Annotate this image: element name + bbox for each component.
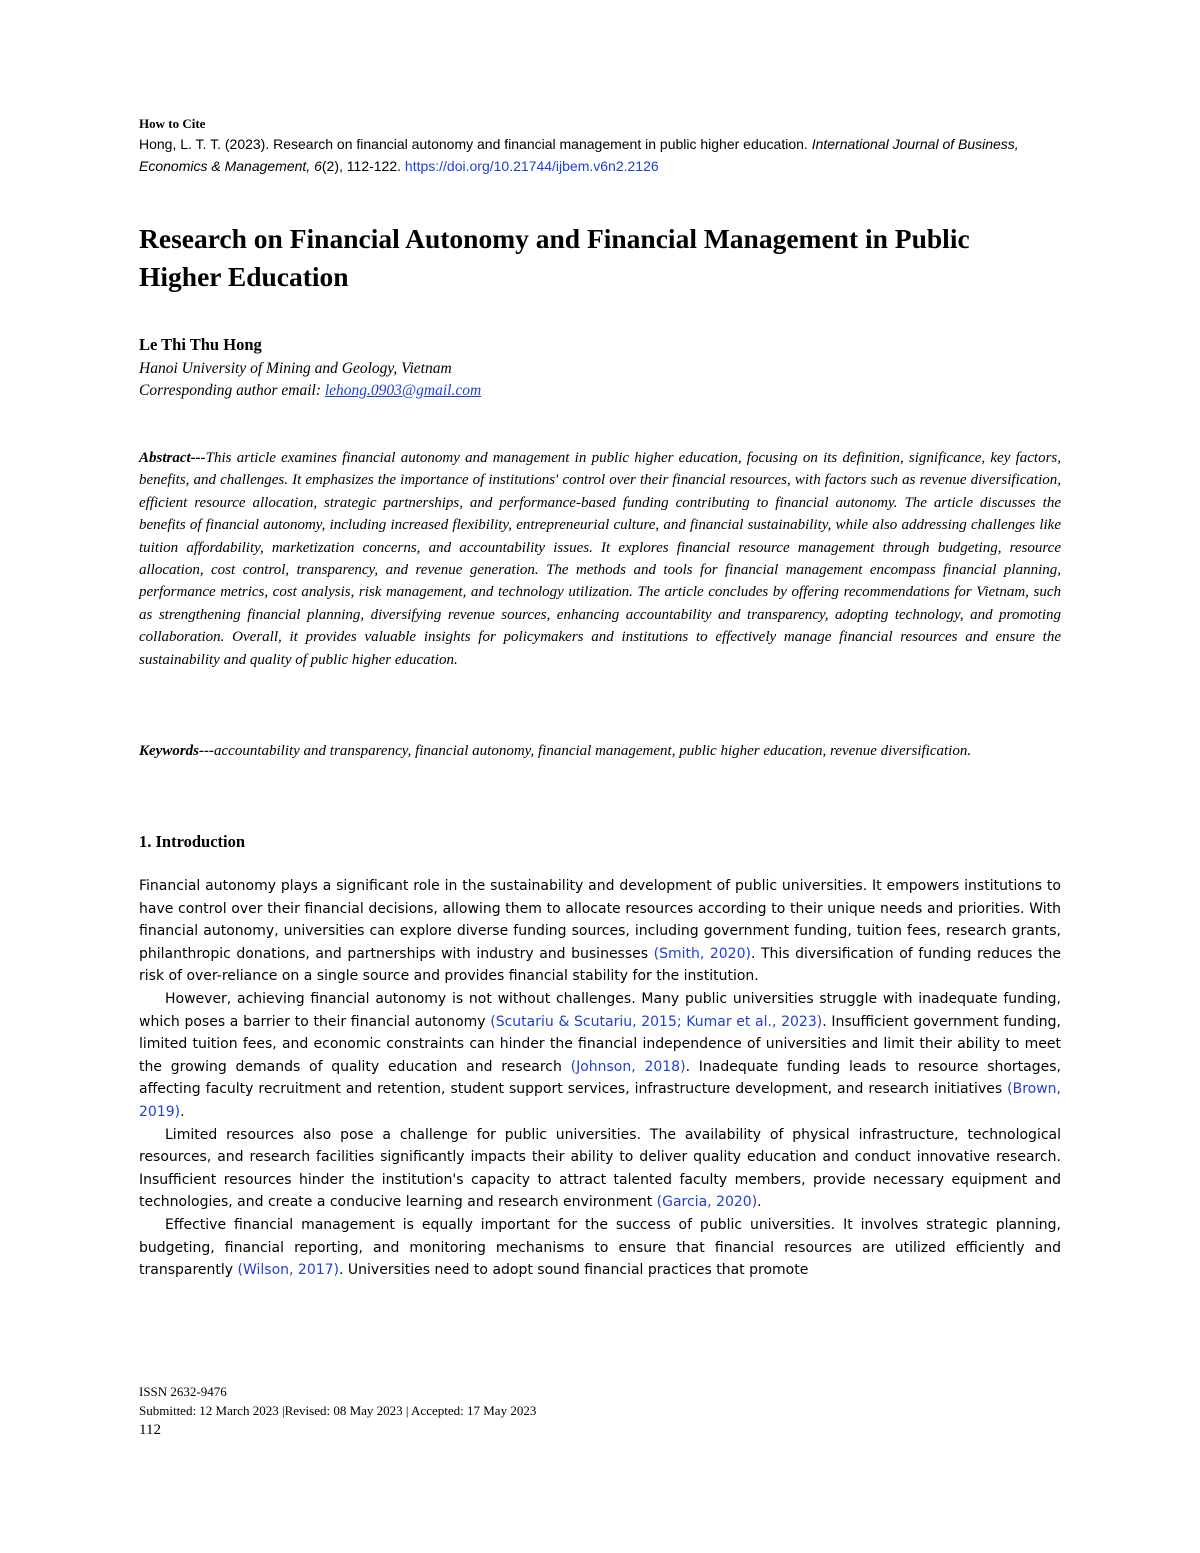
- page-number: 112: [139, 1422, 161, 1438]
- paragraph-text: . This diversification of funding reduces the risk of over-reliance on a single source and provides financial stability for the institution.: [139, 945, 1061, 985]
- citation-journal: International Journal of Business, Economics & Management: [139, 136, 1019, 174]
- author-affiliation: Hanoi University of Mining and Geology, Vietnam: [139, 360, 452, 377]
- citation-link[interactable]: (Wilson, 2017): [237, 1262, 340, 1279]
- paragraph-text: . Universities need to adopt sound financial practices that promote: [339, 1262, 809, 1279]
- paragraph-text: . Inadequate funding leads to resource shortages, affecting faculty recruitment and retention, student support services, infrastructure development, and research initiatives: [139, 1058, 1061, 1098]
- paragraph-text: However, achieving financial autonomy is not without challenges. Many public universities struggle with inadequate funding, which poses a barrier to their financial autonomy: [139, 990, 1061, 1030]
- paragraph-text: . Insufficient government funding, limited tuition fees, and economic constraints can hinder the financial independence of universities and limit their ability to meet the growing demands of quality education and research: [139, 1013, 1062, 1075]
- citation-volume: , 6: [306, 158, 322, 174]
- citation-link[interactable]: (Brown, 2019): [139, 1081, 1061, 1120]
- section-heading-introduction: 1. Introduction: [139, 832, 246, 851]
- doi-link[interactable]: https://doi.org/10.21744/ijbem.v6n2.2126: [404, 158, 659, 174]
- author-name: Le Thi Thu Hong: [139, 335, 262, 354]
- paragraph-text: Limited resources also pose a challenge for public universities. The availability of physical infrastructure, technological resources, and research facilities significantly impacts their ability to deliver quality education and conduct innovative research. Insufficient resources hinder the institution's capacity to attract talented faculty members, provide necessary equipment and technologies, and create a conducive learning and research environment: [139, 1126, 1061, 1211]
- paragraph: [139, 875, 1061, 988]
- citation-text: Hong, L. T. T. (2023). Research on financial autonomy and financial management in public higher education.: [139, 136, 812, 152]
- keywords: [139, 740, 1061, 762]
- citation-link[interactable]: (Johnson, 2018): [570, 1058, 686, 1075]
- how-to-cite-label: How to Cite: [139, 116, 206, 131]
- citation-pages: (2), 112-122.: [321, 158, 405, 174]
- citation-link[interactable]: (Garcia, 2020): [656, 1194, 758, 1211]
- abstract-text: This article examines financial autonomy and management in public higher education, focusing on its definition, significance, key factors, benefits, and challenges. It emphasizes the importance of institutions' control over their financial resources, with factors such as revenue diversification, efficient resource allocation, strategic partnerships, and performance-based funding contributing to financial autonomy. The article discusses the benefits of financial autonomy, including increased flexibility, entrepreneurial culture, and financial sustainability, while also addressing challenges like tuition affordability, marketization concerns, and accountability issues. It explores financial resource management through budgeting, resource allocation, cost control, transparency, and revenue generation. The methods and tools for financial management encompass financial planning, performance metrics, cost analysis, risk management, and technology utilization. The article concludes by offering recommendations for Vietnam, such as strengthening financial planning, diversifying revenue sources, enhancing accountability and transparency, adopting technology, and promoting collaboration. Overall, it provides valuable insights for policymakers and institutions to effectively manage financial resources and ensure the sustainability and quality of public higher education.: [139, 450, 1061, 668]
- author-email-link[interactable]: lehong.0903@gmail.com: [324, 382, 482, 399]
- email-label: Corresponding author email:: [139, 382, 325, 399]
- citation: [139, 133, 1061, 177]
- paragraph-text: .: [180, 1103, 185, 1120]
- citation-link[interactable]: (Smith, 2020): [653, 945, 751, 962]
- paragraph-text: Effective financial management is equally important for the success of public universities. It involves strategic planning, budgeting, financial reporting, and monitoring mechanisms to ensure that financial resources are utilized efficiently and transparently: [139, 1216, 1061, 1279]
- paper-title: Research on Financial Autonomy and Financial Management in Public Higher Education: [139, 223, 970, 292]
- citation-link[interactable]: (Scutariu & Scutariu, 2015; Kumar et al., 2023): [490, 1013, 823, 1030]
- paragraph: [139, 988, 1061, 1124]
- issn: ISSN 2632-9476: [139, 1384, 227, 1399]
- paragraph-text: .: [757, 1194, 762, 1211]
- corresponding-author: [139, 380, 1061, 402]
- abstract: [139, 447, 1061, 671]
- submission-dates: Submitted: 12 March 2023 |Revised: 08 May 2023 | Accepted: 17 May 2023: [139, 1403, 537, 1418]
- paragraph-text: Financial autonomy plays a significant role in the sustainability and development of public universities. It empowers institutions to have control over their financial decisions, allowing them to allocate resources according to their unique needs and priorities. With financial autonomy, universities can explore diverse funding sources, including government funding, tuition fees, research grants, philanthropic donations, and partnerships with industry and businesses: [139, 878, 1061, 962]
- introduction-body: [139, 875, 1061, 1282]
- keywords-label: Keywords---: [139, 743, 214, 759]
- keywords-text: accountability and transparency, financial autonomy, financial management, public higher education, revenue diversification.: [214, 743, 972, 759]
- paragraph: [139, 1214, 1061, 1282]
- paragraph: [139, 1124, 1061, 1214]
- abstract-label: Abstract---: [139, 450, 206, 466]
